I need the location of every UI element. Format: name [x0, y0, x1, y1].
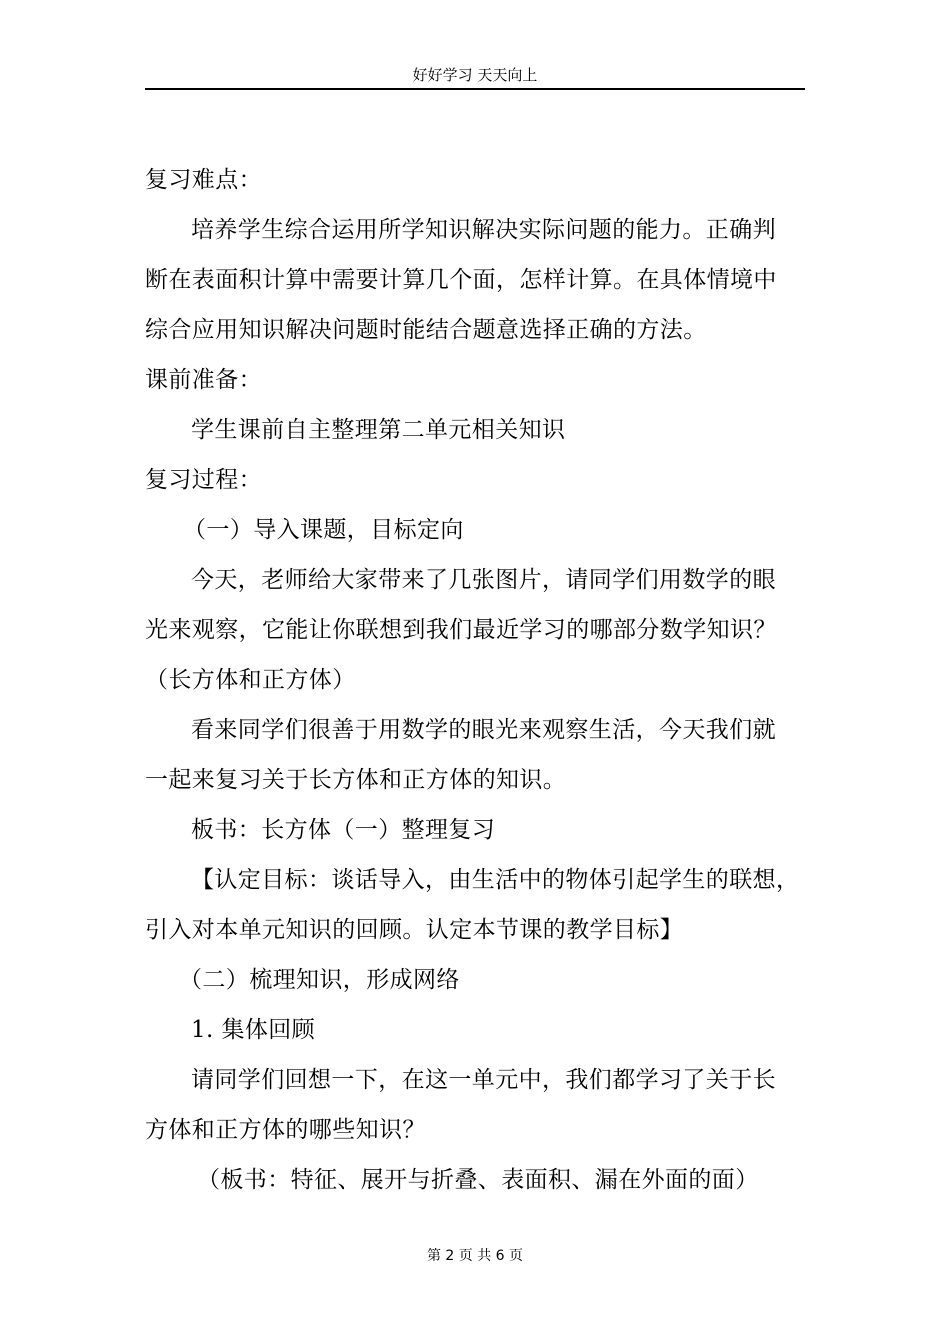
paragraph-line: 一起来复习关于长方体和正方体的知识。: [145, 767, 567, 793]
subsection-heading-1: （一）导入课题，目标定向: [183, 517, 464, 543]
paragraph-line: 请同学们回想一下，在这一单元中，我们都学习了关于长: [191, 1067, 776, 1093]
objective-note-line: 【认定目标：谈话导入，由生活中的物体引起学生的联想，: [191, 867, 800, 893]
paragraph-line: 断在表面积计算中需要计算几个面，怎样计算。在具体情境中: [145, 267, 777, 293]
section-heading-process: 复习过程：: [145, 467, 262, 493]
subsection-heading-2: （二）梳理知识，形成网络: [179, 967, 460, 993]
paragraph-line: 培养学生综合运用所学知识解决实际问题的能力。正确判: [191, 217, 776, 243]
paragraph-line: 方体和正方体的哪些知识？: [145, 1117, 426, 1143]
paragraph-line: 光来观察，它能让你联想到我们最近学习的哪部分数学知识？: [145, 617, 777, 643]
document-body: [145, 155, 810, 1205]
blackboard-note: 板书：长方体（一）整理复习: [191, 817, 496, 843]
paragraph-line: （长方体和正方体）: [145, 667, 356, 693]
page-footer: [0, 1246, 950, 1266]
page-header: [145, 62, 805, 90]
blackboard-note: （板书：特征、展开与折叠、表面积、漏在外面的面）: [197, 1167, 759, 1193]
paragraph-line: 今天，老师给大家带来了几张图片，请同学们用数学的眼: [191, 567, 776, 593]
paragraph-line: 综合应用知识解决问题时能结合题意选择正确的方法。: [145, 317, 707, 343]
paragraph-line: 学生课前自主整理第二单元相关知识: [191, 417, 566, 443]
section-heading-difficulty: 复习难点：: [145, 167, 262, 193]
section-heading-preparation: 课前准备：: [145, 367, 262, 393]
page-number: 第 2 页 共 6 页: [426, 1248, 524, 1264]
header-text: 好好学习 天天向上: [412, 66, 538, 84]
paragraph-line: 看来同学们很善于用数学的眼光来观察生活，今天我们就: [191, 717, 776, 743]
numbered-item: 1. 集体回顾: [191, 1017, 316, 1043]
objective-note-line: 引入对本单元知识的回顾。认定本节课的教学目标】: [145, 917, 684, 943]
